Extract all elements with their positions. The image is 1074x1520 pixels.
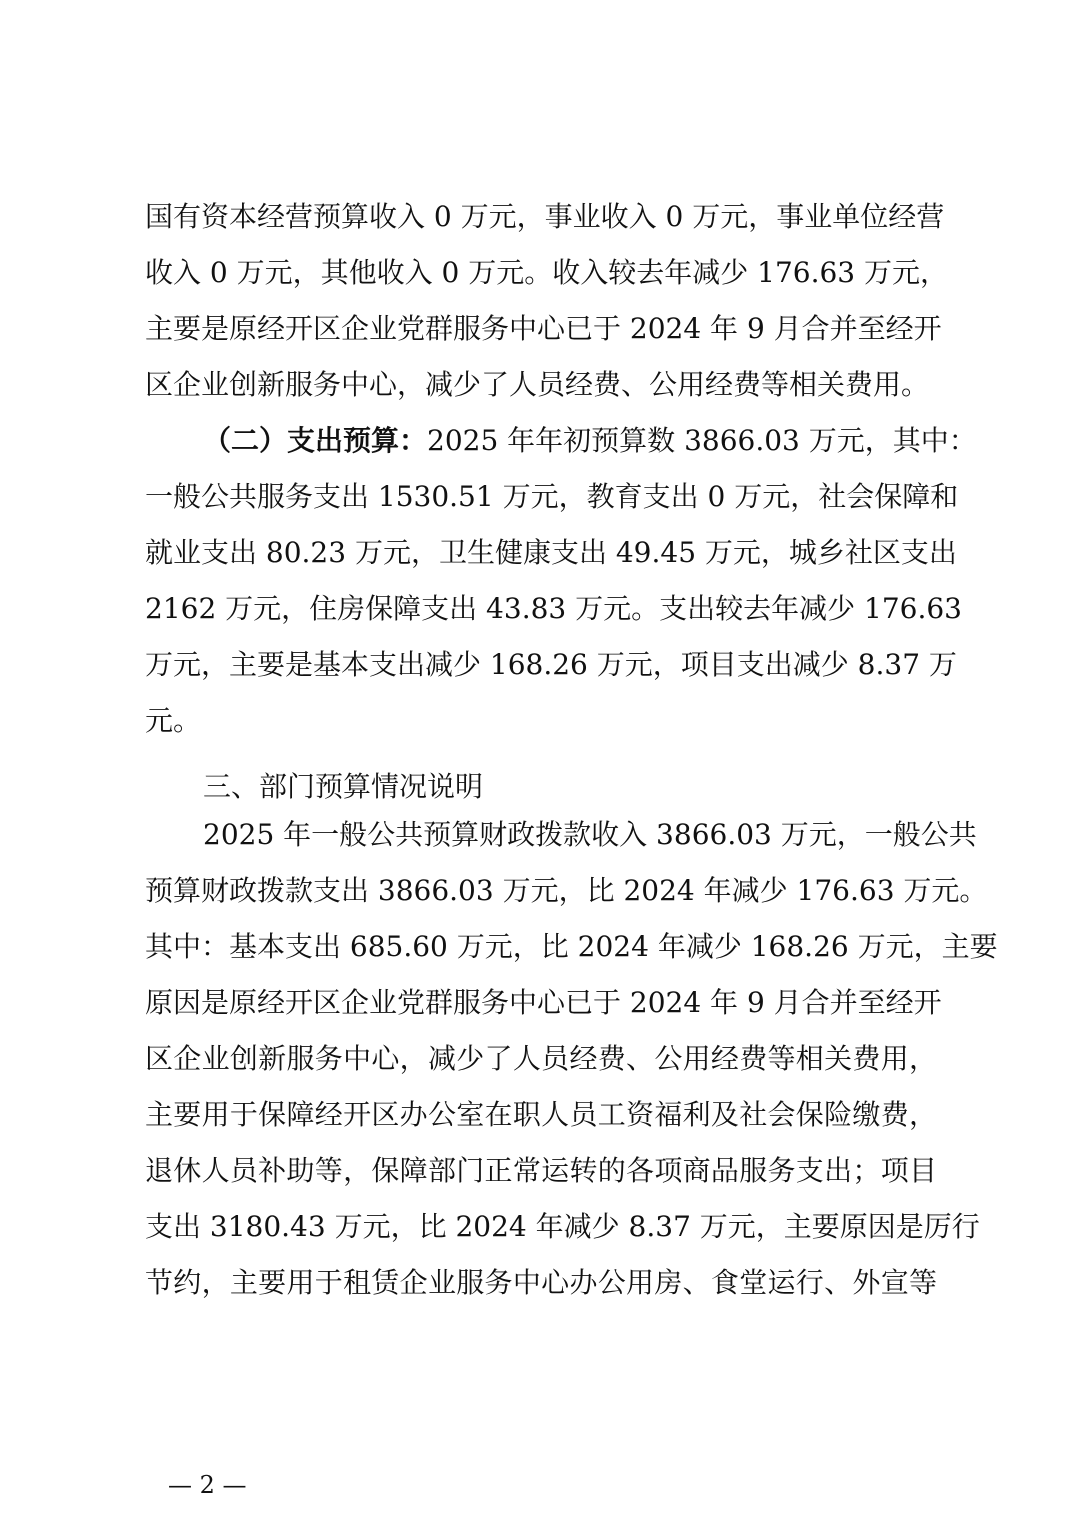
expenditure-budget-first-line (203, 423, 977, 459)
expenditure-budget-text: 2025 年年初预算数 3866.03 万元，其中： (427, 424, 977, 457)
paragraph-line: 区企业创新服务中心，减少了人员经费、公用经费等相关费用。 (145, 368, 930, 401)
paragraph-line: 收入 0 万元，其他收入 0 万元。收入较去年减少 176.63 万元， (145, 256, 949, 289)
paragraph-line: 万元，主要是基本支出减少 168.26 万元，项目支出减少 8.37 万 (145, 648, 957, 681)
expenditure-budget-label: （二）支出预算： (203, 424, 428, 457)
paragraph-line: 2025 年一般公共预算财政拨款收入 3866.03 万元，一般公共 (203, 818, 977, 851)
paragraph-line: 主要用于保障经开区办公室在职人员工资福利及社会保险缴费， (145, 1098, 937, 1131)
paragraph-line: 其中：基本支出 685.60 万元，比 2024 年减少 168.26 万元，主要 (145, 930, 998, 963)
section-heading: 三、部门预算情况说明 (203, 770, 484, 803)
page-number: — 2 — (168, 1471, 247, 1499)
paragraph-line: 元。 (145, 704, 202, 737)
paragraph-line: 就业支出 80.23 万元，卫生健康支出 49.45 万元，城乡社区支出 (145, 536, 957, 569)
paragraph-line: 区企业创新服务中心，减少了人员经费、公用经费等相关费用， (145, 1042, 937, 1075)
paragraph-line: 2162 万元，住房保障支出 43.83 万元。支出较去年减少 176.63 (145, 592, 962, 625)
paragraph-line: 支出 3180.43 万元，比 2024 年减少 8.37 万元，主要原因是厉行 (145, 1210, 980, 1243)
paragraph-line: 节约，主要用于租赁企业服务中心办公用房、食堂运行、外宣等 (145, 1266, 937, 1299)
paragraph-line: 预算财政拨款支出 3866.03 万元，比 2024 年减少 176.63 万元。 (145, 874, 988, 907)
paragraph-line: 国有资本经营预算收入 0 万元，事业收入 0 万元，事业单位经营 (145, 200, 945, 233)
paragraph-line: 主要是原经开区企业党群服务中心已于 2024 年 9 月合并至经开 (145, 312, 942, 345)
paragraph-line: 退休人员补助等，保障部门正常运转的各项商品服务支出；项目 (145, 1154, 937, 1187)
paragraph-line: 一般公共服务支出 1530.51 万元，教育支出 0 万元，社会保障和 (145, 480, 959, 513)
paragraph-line: 原因是原经开区企业党群服务中心已于 2024 年 9 月合并至经开 (145, 986, 942, 1019)
